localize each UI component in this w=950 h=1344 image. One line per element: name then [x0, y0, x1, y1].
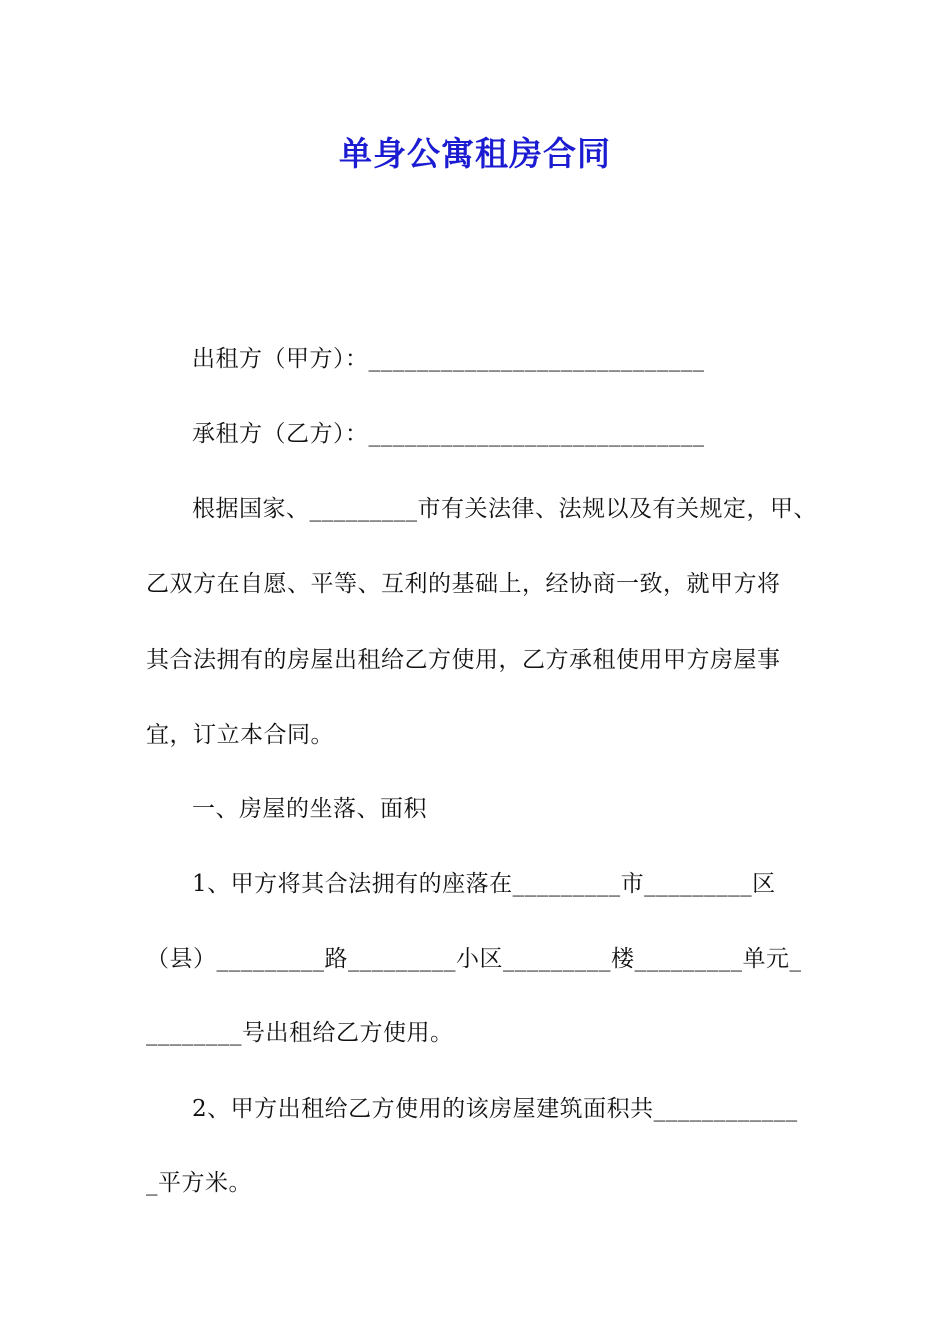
clause-1-line-1: 1、甲方将其合法拥有的座落在_________市_________区 — [192, 871, 776, 897]
lessee-line: 承租方（乙方）：____________________________ — [192, 421, 705, 447]
document-title: 单身公寓租房合同 — [339, 134, 611, 173]
paragraph-intro-line-4: 宜，订立本合同。 — [146, 722, 334, 748]
clause-1-line-2: （县）_________路_________小区_________楼_________单元_ — [146, 946, 802, 972]
section-heading-1: 一、房屋的坐落、面积 — [192, 796, 427, 822]
paragraph-intro-line-3: 其合法拥有的房屋出租给乙方使用，乙方承租使用甲方房屋事 — [146, 647, 781, 673]
clause-2-line-2: _平方米。 — [146, 1170, 252, 1196]
lessor-line: 出租方（甲方）：____________________________ — [192, 346, 705, 372]
paragraph-intro-line-1: 根据国家、_________市有关法律、法规以及有关规定，甲、 — [192, 496, 817, 522]
clause-1-line-3: ________号出租给乙方使用。 — [146, 1020, 454, 1046]
clause-2-line-1: 2、甲方出租给乙方使用的该房屋建筑面积共____________ — [192, 1096, 798, 1122]
paragraph-intro-line-2: 乙双方在自愿、平等、互利的基础上，经协商一致，就甲方将 — [146, 571, 781, 597]
